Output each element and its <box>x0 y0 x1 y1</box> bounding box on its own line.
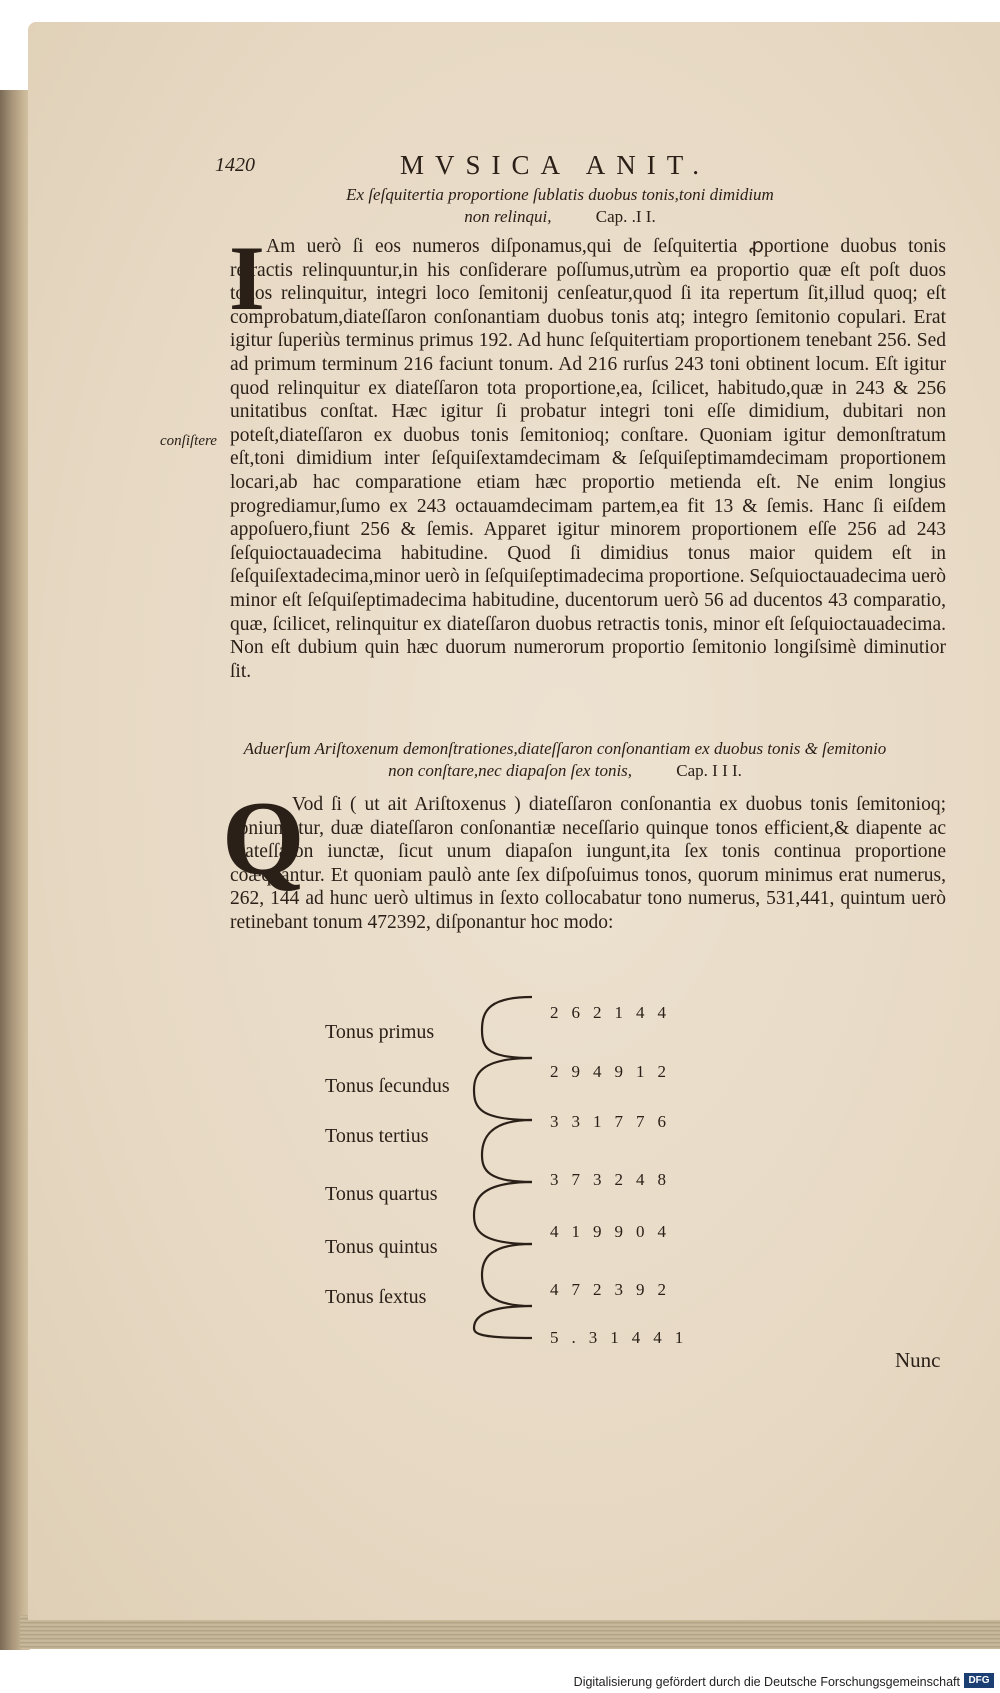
tone-number-3: 331776 <box>550 1112 679 1131</box>
chapter-2-heading <box>300 184 820 228</box>
chapter-2-paragraph: Am uerò ſi eos numeros diſponamus,qui de ſeſquitertia ꝓportione duobus tonis retractis relinquuntur,in his conſiderare poſſumus,utrùm ea proportio quæ eſt poſt duos tonos relinquitur, integri loco ſemitonij cenſeatur,quod ſi ita repertum ſit,illud quoq; eſt comprobatum,diateſſaron conſonantiam duobus tonis atq; integro ſemitonio copulari. Erat igitur ſuperiùs terminus primus 192. Ad hunc ſeſquitertiam proportionem tenebant 256. Sed ad primum terminum 216 faciunt tonum. Ad 216 rurſus 243 toni obtinent locum. Eſt igitur quod relinquitur ex diateſſaron tota proportione,ea, ſcilicet, habitudo,quæ in 243 & 256 unitatibus conſtat. Hæc igitur ſi probatur integri toni eſſe dimidium, dubitari non poteſt,diateſſaron ex duobus tonis ſemitonioq; conſtare. Quoniam igitur demonſtratum eſt,toni dimidium inter ſeſquiſextamdecimam & ſeſquiſeptimamdecimam proportionem locari,ab hac comparatione etiam hæc proportio metienda eſt. Ne enim longius progrediamur,ſumo ex 243 octauamdecimam partem,ea fit 13 & ſemis. Hanc ſi eiſdem appoſuero,fiunt 256 & ſemis. Apparet igitur minorem proportionem eſſe 256 ad 243 ſeſquioctauadecima habitudine. Quod ſi dimidius tonus maior quidem eſt in ſeſquiſextadecima,minor uerò in ſeſquiſeptimadecima proportione. Seſquioctauadecima uerò minor eſt ſeſquiſeptimadecima habitudine, ducentorum uerò 56 ad ducentos 43 comparatio, quæ, ſcilicet, relinquitur ex diateſſaron duobus retractis tonis, minor eſt ſeſquioctauadecima. Non eſt dubium quin hæc duorum numerorum proportio ſemitonio longiſsimè diminutior ſit. <box>230 236 946 682</box>
chapter-3-cap-label: Cap. I I I. <box>676 761 742 780</box>
bracket-tone-1 <box>482 997 532 1058</box>
running-title: MVSICA ANIT. <box>400 150 711 180</box>
bracket-tone-3 <box>482 1120 532 1182</box>
chapter-2-title-line-2: non relinqui, <box>464 207 552 226</box>
chapter-3-title-line-2: non conſtare,nec diapaſon ſex tonis, <box>388 761 633 780</box>
chapter-3-paragraph: Vod ſi ( ut ait Ariſtoxenus ) diateſſaron conſonantia ex duobus tonis ſemitonioq; coniungitur, duæ diateſſaron conſonantiæ neceſſario quinque tonos efficient,& diapente ac diateſſaron iunctæ, ſicut unum diapaſon iungunt,ita ſex tonis continua proportione coæquantur. Et quoniam paulò ante ſex diſpoſuimus tonos, quorum minimus erat numerus, 262, 144 ad hunc uerò ultimus in ſexto collocabatur tono numerus, 531,441, quintum uerò retinebant tonum 472392, diſponantur hoc modo: <box>230 794 946 933</box>
tone-number-4: 373248 <box>550 1170 679 1189</box>
drop-cap-q: Q <box>222 780 305 897</box>
catchword: Nunc <box>895 1348 941 1372</box>
bracket-tone-4 <box>474 1182 532 1244</box>
chapter-3-title-line-1: Aduerſum Ariſtoxenum demonſtrationes,diateſſaron conſonantiam ex duobus tonis & ſemitonio <box>243 739 887 758</box>
book-page-edges <box>20 1615 1000 1649</box>
tone-label-4: Tonus quartus <box>325 1183 438 1205</box>
tone-number-7: 5.31441 <box>550 1328 697 1347</box>
bracket-tone-5 <box>482 1244 532 1306</box>
bracket-tone-6 <box>474 1306 532 1338</box>
chapter-3-heading <box>230 738 900 782</box>
drop-cap-i: I <box>229 227 265 329</box>
tone-label-6: Tonus ſextus <box>325 1286 427 1308</box>
book-spine-edge <box>0 90 30 1650</box>
page-number: 1420 <box>215 154 255 176</box>
tone-label-1: Tonus primus <box>325 1021 435 1043</box>
running-head <box>215 150 875 180</box>
margin-note: conſiſtere <box>160 433 217 449</box>
tone-label-3: Tonus tertius <box>325 1125 429 1147</box>
digitization-credit: Digitalisierung gefördert durch die Deutsche Forschungsgemeinschaft <box>573 1675 960 1689</box>
tone-label-5: Tonus quintus <box>325 1236 438 1258</box>
tone-number-5: 419904 <box>550 1222 679 1241</box>
tone-number-6: 472392 <box>550 1280 679 1299</box>
bracket-tone-2 <box>474 1058 532 1120</box>
tone-label-2: Tonus ſecundus <box>325 1075 450 1097</box>
tone-brackets <box>470 990 550 1340</box>
tone-number-2: 294912 <box>550 1062 679 1081</box>
dfg-logo: DFG <box>964 1673 994 1688</box>
tone-number-1: 262144 <box>550 1003 679 1022</box>
chapter-2-title-line-1: Ex ſeſquitertia proportione ſublatis duobus tonis,toni dimidium <box>346 185 774 204</box>
chapter-2-cap-label: Cap. .I I. <box>595 207 656 226</box>
